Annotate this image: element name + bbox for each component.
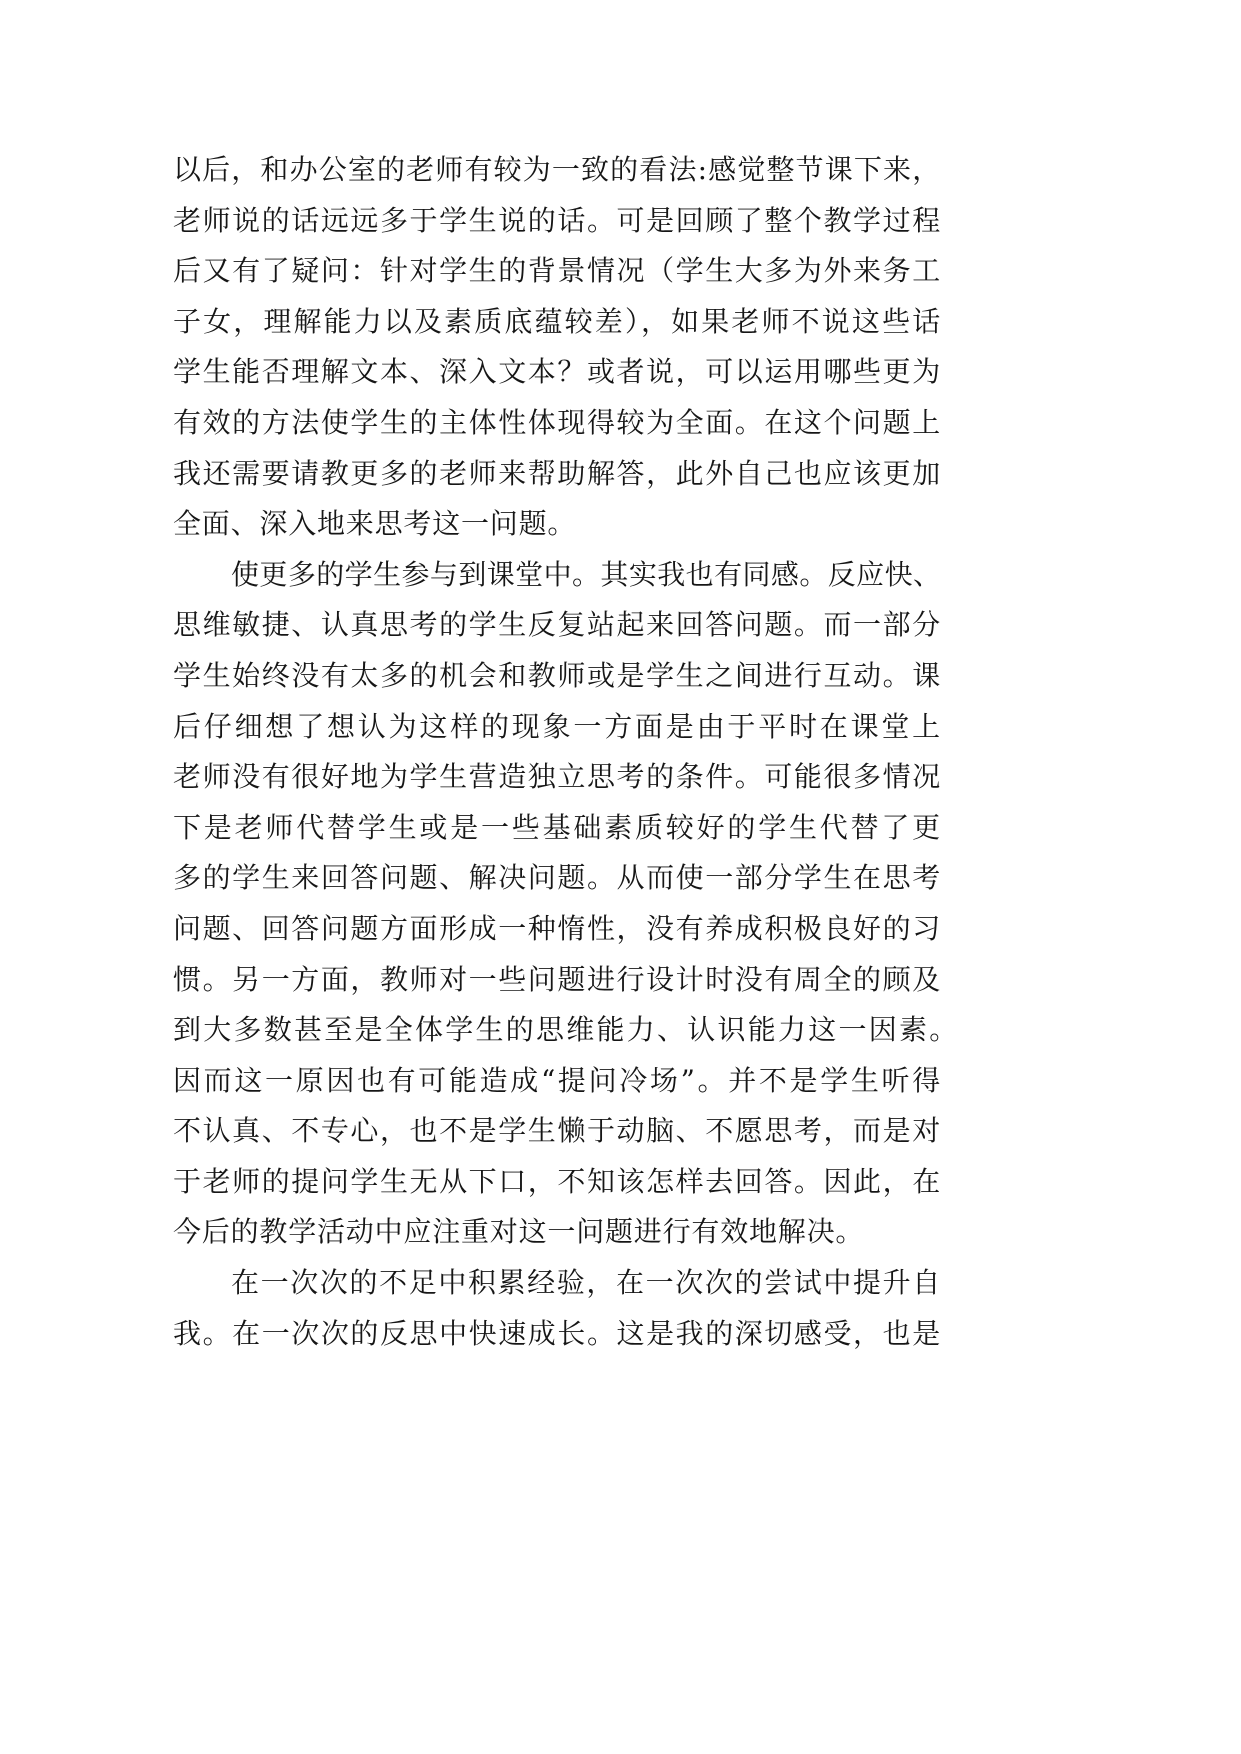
paragraph-3 <box>173 1258 941 1359</box>
text-line: 以后，和办公室的老师有较为一致的看法:感觉整节课下来， <box>173 153 941 186</box>
text-line: 学生始终没有太多的机会和教师或是学生之间进行互动。课 <box>173 658 941 692</box>
text-line: 思维敏捷、认真思考的学生反复站起来回答问题。而一部分 <box>173 608 941 642</box>
text-line: 因而这一原因也有可能造成“提问冷场”。并不是学生听得 <box>173 1063 941 1097</box>
text-line: 老师没有很好地为学生营造独立思考的条件。可能很多情况 <box>173 760 941 794</box>
text-line: 今后的教学活动中应注重对这一问题进行有效地解决。 <box>173 1215 865 1249</box>
text-line: 多的学生来回答问题、解决问题。从而使一部分学生在思考 <box>173 861 941 895</box>
text-line: 在一次次的不足中积累经验，在一次次的尝试中提升自 <box>231 1266 941 1300</box>
text-line: 下是老师代替学生或是一些基础素质较好的学生代替了更 <box>173 810 941 844</box>
text-line: 子女，理解能力以及素质底蕴较差），如果老师不说这些话 <box>173 304 941 338</box>
text-line: 使更多的学生参与到课堂中。其实我也有同感。反应快、 <box>231 557 941 591</box>
text-line: 后又有了疑问：针对学生的背景情况（学生大多为外来务工 <box>173 254 941 288</box>
text-line: 不认真、不专心，也不是学生懒于动脑、不愿思考，而是对 <box>173 1114 941 1148</box>
text-line: 老师说的话远远多于学生说的话。可是回顾了整个教学过程 <box>173 203 941 237</box>
text-line: 于老师的提问学生无从下口，不知该怎样去回答。因此，在 <box>173 1164 941 1198</box>
text-line: 后仔细想了想认为这样的现象一方面是由于平时在课堂上 <box>173 709 941 743</box>
text-line: 到大多数甚至是全体学生的思维能力、认识能力这一因素。 <box>173 1013 958 1047</box>
text-line: 惯。另一方面，教师对一些问题进行设计时没有周全的顾及 <box>173 962 941 996</box>
text-line: 全面、深入地来思考这一问题。 <box>173 507 577 541</box>
paragraph-2 <box>173 550 958 1258</box>
text-line: 我。在一次次的反思中快速成长。这是我的深切感受，也是 <box>173 1316 941 1350</box>
text-line: 我还需要请教更多的老师来帮助解答，此外自己也应该更加 <box>173 456 941 490</box>
text-line: 有效的方法使学生的主体性体现得较为全面。在这个问题上 <box>173 405 941 439</box>
paragraph-1 <box>173 145 941 550</box>
body-text <box>173 145 958 1359</box>
text-line: 问题、回答问题方面形成一种惰性，没有养成积极良好的习 <box>173 911 941 945</box>
text-line: 学生能否理解文本、深入文本？或者说，可以运用哪些更为 <box>173 355 941 389</box>
